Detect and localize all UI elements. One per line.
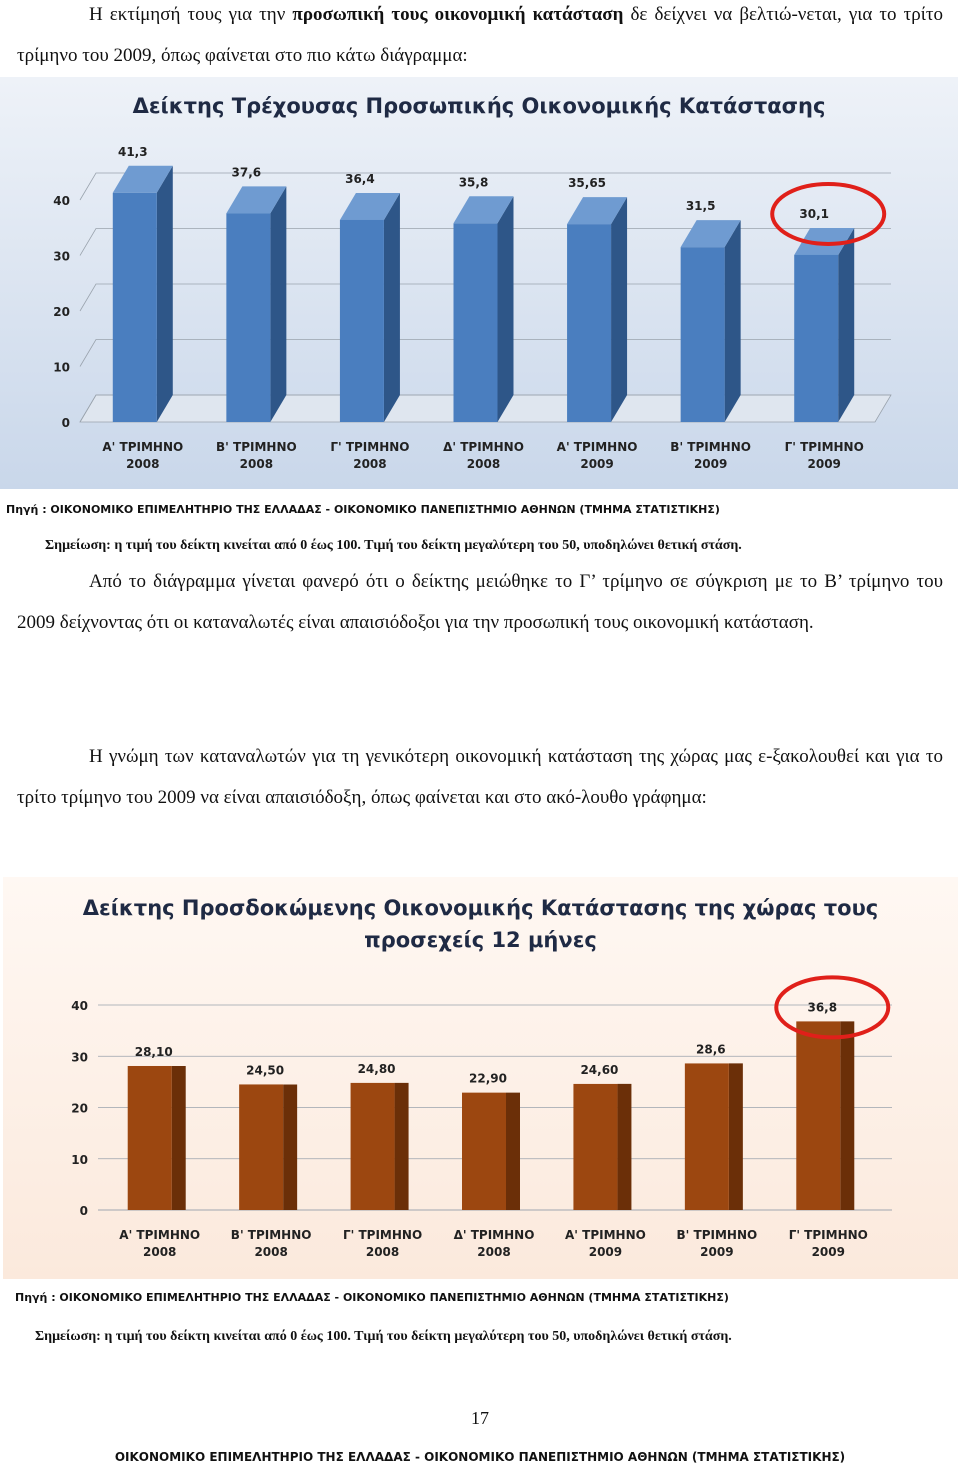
bar-side xyxy=(498,196,514,422)
data-label: 24,80 xyxy=(357,1061,396,1076)
bar-side xyxy=(384,193,400,422)
x-tick-label: 2008 xyxy=(353,457,387,471)
bar-side xyxy=(283,1084,297,1210)
data-label: 24,60 xyxy=(580,1062,619,1077)
bar xyxy=(128,1066,172,1210)
x-tick-label: Γ' ΤΡΙΜΗΝΟ xyxy=(330,440,410,454)
x-tick-label: 2008 xyxy=(143,1245,177,1259)
x-tick-label: 2008 xyxy=(365,1245,400,1259)
x-tick-label: 2009 xyxy=(700,1245,734,1259)
data-label: 41,3 xyxy=(117,144,148,159)
bar-side xyxy=(270,186,286,422)
y-tick-label: 0 xyxy=(79,1204,88,1218)
x-tick-label: Α' ΤΡΙΜΗΝΟ xyxy=(565,1228,646,1242)
x-tick-label: Β' ΤΡΙΜΗΝΟ xyxy=(230,1228,312,1242)
chart-personal-svg xyxy=(0,77,958,489)
y-tick-label: 40 xyxy=(53,194,70,208)
bar-side xyxy=(617,1084,631,1210)
bar-side xyxy=(506,1093,520,1210)
bar xyxy=(113,193,157,422)
y-tick-label: 30 xyxy=(53,249,70,264)
x-tick-label: 2009 xyxy=(588,1245,623,1259)
page-number: 17 xyxy=(471,1408,489,1428)
x-tick-label: 2008 xyxy=(477,1245,511,1259)
bar-side xyxy=(840,1021,854,1210)
bar xyxy=(685,1063,729,1210)
note-line-1: Σημείωση: η τιμή του δείκτη κινείται από 0 έως 100. Τιμή του δείκτη μεγαλύτερη του 50, υποδηλώνει θετική στάση. xyxy=(45,538,742,553)
bar xyxy=(567,224,611,422)
chart-title: προσεχείς 12 μήνες xyxy=(364,928,597,952)
intro-text-1: Η εκτίμησή τους για την xyxy=(89,4,293,25)
bar-side xyxy=(395,1083,409,1210)
source-line-2: Πηγή : ΟΙΚΟΝΟΜΙΚΟ ΕΠΙΜΕΛΗΤΗΡΙΟ ΤΗΣ ΕΛΛΑΔΑΣ - ΟΙΚΟΝΟΜΙΚΟ ΠΑΝΕΠΙΣΤΗΜΙΟ ΑΘΗΝΩΝ (ΤΜΗΜΑ ΣΤΑΤΙΣΤΙΚΗΣ) xyxy=(15,1291,729,1304)
x-tick-label: Α' ΤΡΙΜΗΝΟ xyxy=(119,1228,201,1242)
data-label: 36,4 xyxy=(345,171,375,186)
data-label: 22,90 xyxy=(469,1071,507,1086)
y-tick-label: 30 xyxy=(71,1050,88,1065)
y-tick-label: 10 xyxy=(71,1152,88,1167)
x-tick-label: Β' ΤΡΙΜΗΝΟ xyxy=(670,440,751,454)
chart-country-expectation xyxy=(3,877,958,1279)
x-tick-label: 2009 xyxy=(693,457,728,471)
x-tick-label: 2008 xyxy=(254,1245,288,1259)
x-tick-label: Β' ΤΡΙΜΗΝΟ xyxy=(216,440,297,454)
data-label: 35,8 xyxy=(458,175,489,190)
x-tick-label: Δ' ΤΡΙΜΗΝΟ xyxy=(443,440,524,454)
x-tick-label: Γ' ΤΡΙΜΗΝΟ xyxy=(784,440,864,454)
x-tick-label: Γ' ΤΡΙΜΗΝΟ xyxy=(788,1228,868,1242)
analysis-paragraph xyxy=(17,561,943,643)
bar-side xyxy=(172,1066,186,1210)
page-footer: ΟΙΚΟΝΟΜΙΚΟ ΕΠΙΜΕΛΗΤΗΡΙΟ ΤΗΣ ΕΛΛΑΔΑΣ - ΟΙΚΟΝΟΜΙΚΟ ΠΑΝΕΠΙΣΤΗΜΙΟ ΑΘΗΝΩΝ (ΤΜΗΜΑ ΣΤΑΤΙΣΤΙΚΗΣ) xyxy=(114,1450,846,1464)
bar xyxy=(681,247,725,422)
intro-bold-text: προσωπική τους οικονομική κατάσταση xyxy=(292,4,624,25)
data-label: 28,10 xyxy=(134,1044,173,1059)
x-tick-label: Β' ΤΡΙΜΗΝΟ xyxy=(676,1228,758,1242)
x-tick-label: 2009 xyxy=(807,457,841,471)
x-tick-label: 2008 xyxy=(126,457,160,471)
bar xyxy=(796,1021,840,1210)
bar xyxy=(794,255,838,422)
y-tick-label: 0 xyxy=(61,416,70,430)
y-tick-label: 10 xyxy=(53,360,70,375)
x-tick-label: 2008 xyxy=(466,457,501,471)
intro-text-2: δε δείχνει να βελτιώ-νεται, για το τρίτο τρίμηνο του 2009, όπως φαίνεται στο πιο κάτω διάγραμμα: xyxy=(17,4,943,66)
x-tick-label: 2009 xyxy=(811,1245,845,1259)
bar xyxy=(340,220,384,422)
chart-title: Δείκτης Προσδοκώμενης Οικονομικής Κατάστασης της χώρας τους xyxy=(82,896,879,920)
data-label: 31,5 xyxy=(685,199,716,214)
y-tick-label: 20 xyxy=(71,1101,88,1116)
bar xyxy=(226,213,270,422)
x-tick-label: Γ' ΤΡΙΜΗΝΟ xyxy=(342,1228,423,1242)
data-label: 28,6 xyxy=(696,1042,726,1057)
bar xyxy=(573,1084,617,1210)
data-label: 36,8 xyxy=(807,1000,838,1015)
chart-personal-situation xyxy=(0,77,958,489)
x-tick-label: Δ' ΤΡΙΜΗΝΟ xyxy=(453,1228,535,1242)
note-line-2: Σημείωση: η τιμή του δείκτη κινείται από 0 έως 100. Τιμή του δείκτη μεγαλύτερη του 50, υποδηλώνει θετική στάση. xyxy=(35,1329,732,1344)
analysis-text: Από το διάγραμμα γίνεται φανερό ότι ο δείκτης μειώθηκε το Γ’ τρίμηνο σε σύγκριση με το Β’ τρίμηνο του 2009 δείχνοντας ότι οι καταναλωτές είναι απαισιόδοξοι για την προσωπική τους οικονομική κατάσταση. xyxy=(17,571,943,633)
data-label: 30,1 xyxy=(799,206,830,221)
bar-side xyxy=(725,220,741,422)
x-tick-label: 2008 xyxy=(239,457,274,471)
bar-side xyxy=(838,228,854,422)
bar-side xyxy=(729,1063,743,1210)
y-tick-label: 40 xyxy=(71,999,88,1013)
x-tick-label: Α' ΤΡΙΜΗΝΟ xyxy=(556,440,638,454)
source-line-1: Πηγή : ΟΙΚΟΝΟΜΙΚΟ ΕΠΙΜΕΛΗΤΗΡΙΟ ΤΗΣ ΕΛΛΑΔΑΣ - ΟΙΚΟΝΟΜΙΚΟ ΠΑΝΕΠΙΣΤΗΜΙΟ ΑΘΗΝΩΝ (ΤΜΗΜΑ ΣΤΑΤΙΣΤΙΚΗΣ) xyxy=(6,503,720,516)
x-tick-label: 2009 xyxy=(580,457,614,471)
bar xyxy=(454,223,498,422)
chart-title: Δείκτης Τρέχουσας Προσωπικής Οικονομικής Κατάστασης xyxy=(132,94,826,118)
country-text: Η γνώμη των καταναλωτών για τη γενικότερη οικονομική κατάσταση της χώρας μας ε-ξακολουθεί και για το τρίτο τρίμηνο του 2009 να είναι απαισιόδοξη, όπως φαίνεται και στο ακό-λουθο γράφημα: xyxy=(17,746,943,808)
chart-country-svg xyxy=(3,877,958,1279)
intro-paragraph xyxy=(17,0,943,76)
bar-side xyxy=(611,197,627,422)
x-tick-label: Α' ΤΡΙΜΗΝΟ xyxy=(102,440,184,454)
data-label: 37,6 xyxy=(231,165,262,180)
y-tick-label: 20 xyxy=(53,305,70,319)
bar-side xyxy=(157,166,173,422)
data-label: 35,65 xyxy=(568,176,607,191)
country-paragraph xyxy=(17,736,943,818)
data-label: 24,50 xyxy=(246,1063,285,1078)
bar xyxy=(239,1084,283,1210)
bar xyxy=(351,1083,395,1210)
bar xyxy=(462,1093,506,1210)
